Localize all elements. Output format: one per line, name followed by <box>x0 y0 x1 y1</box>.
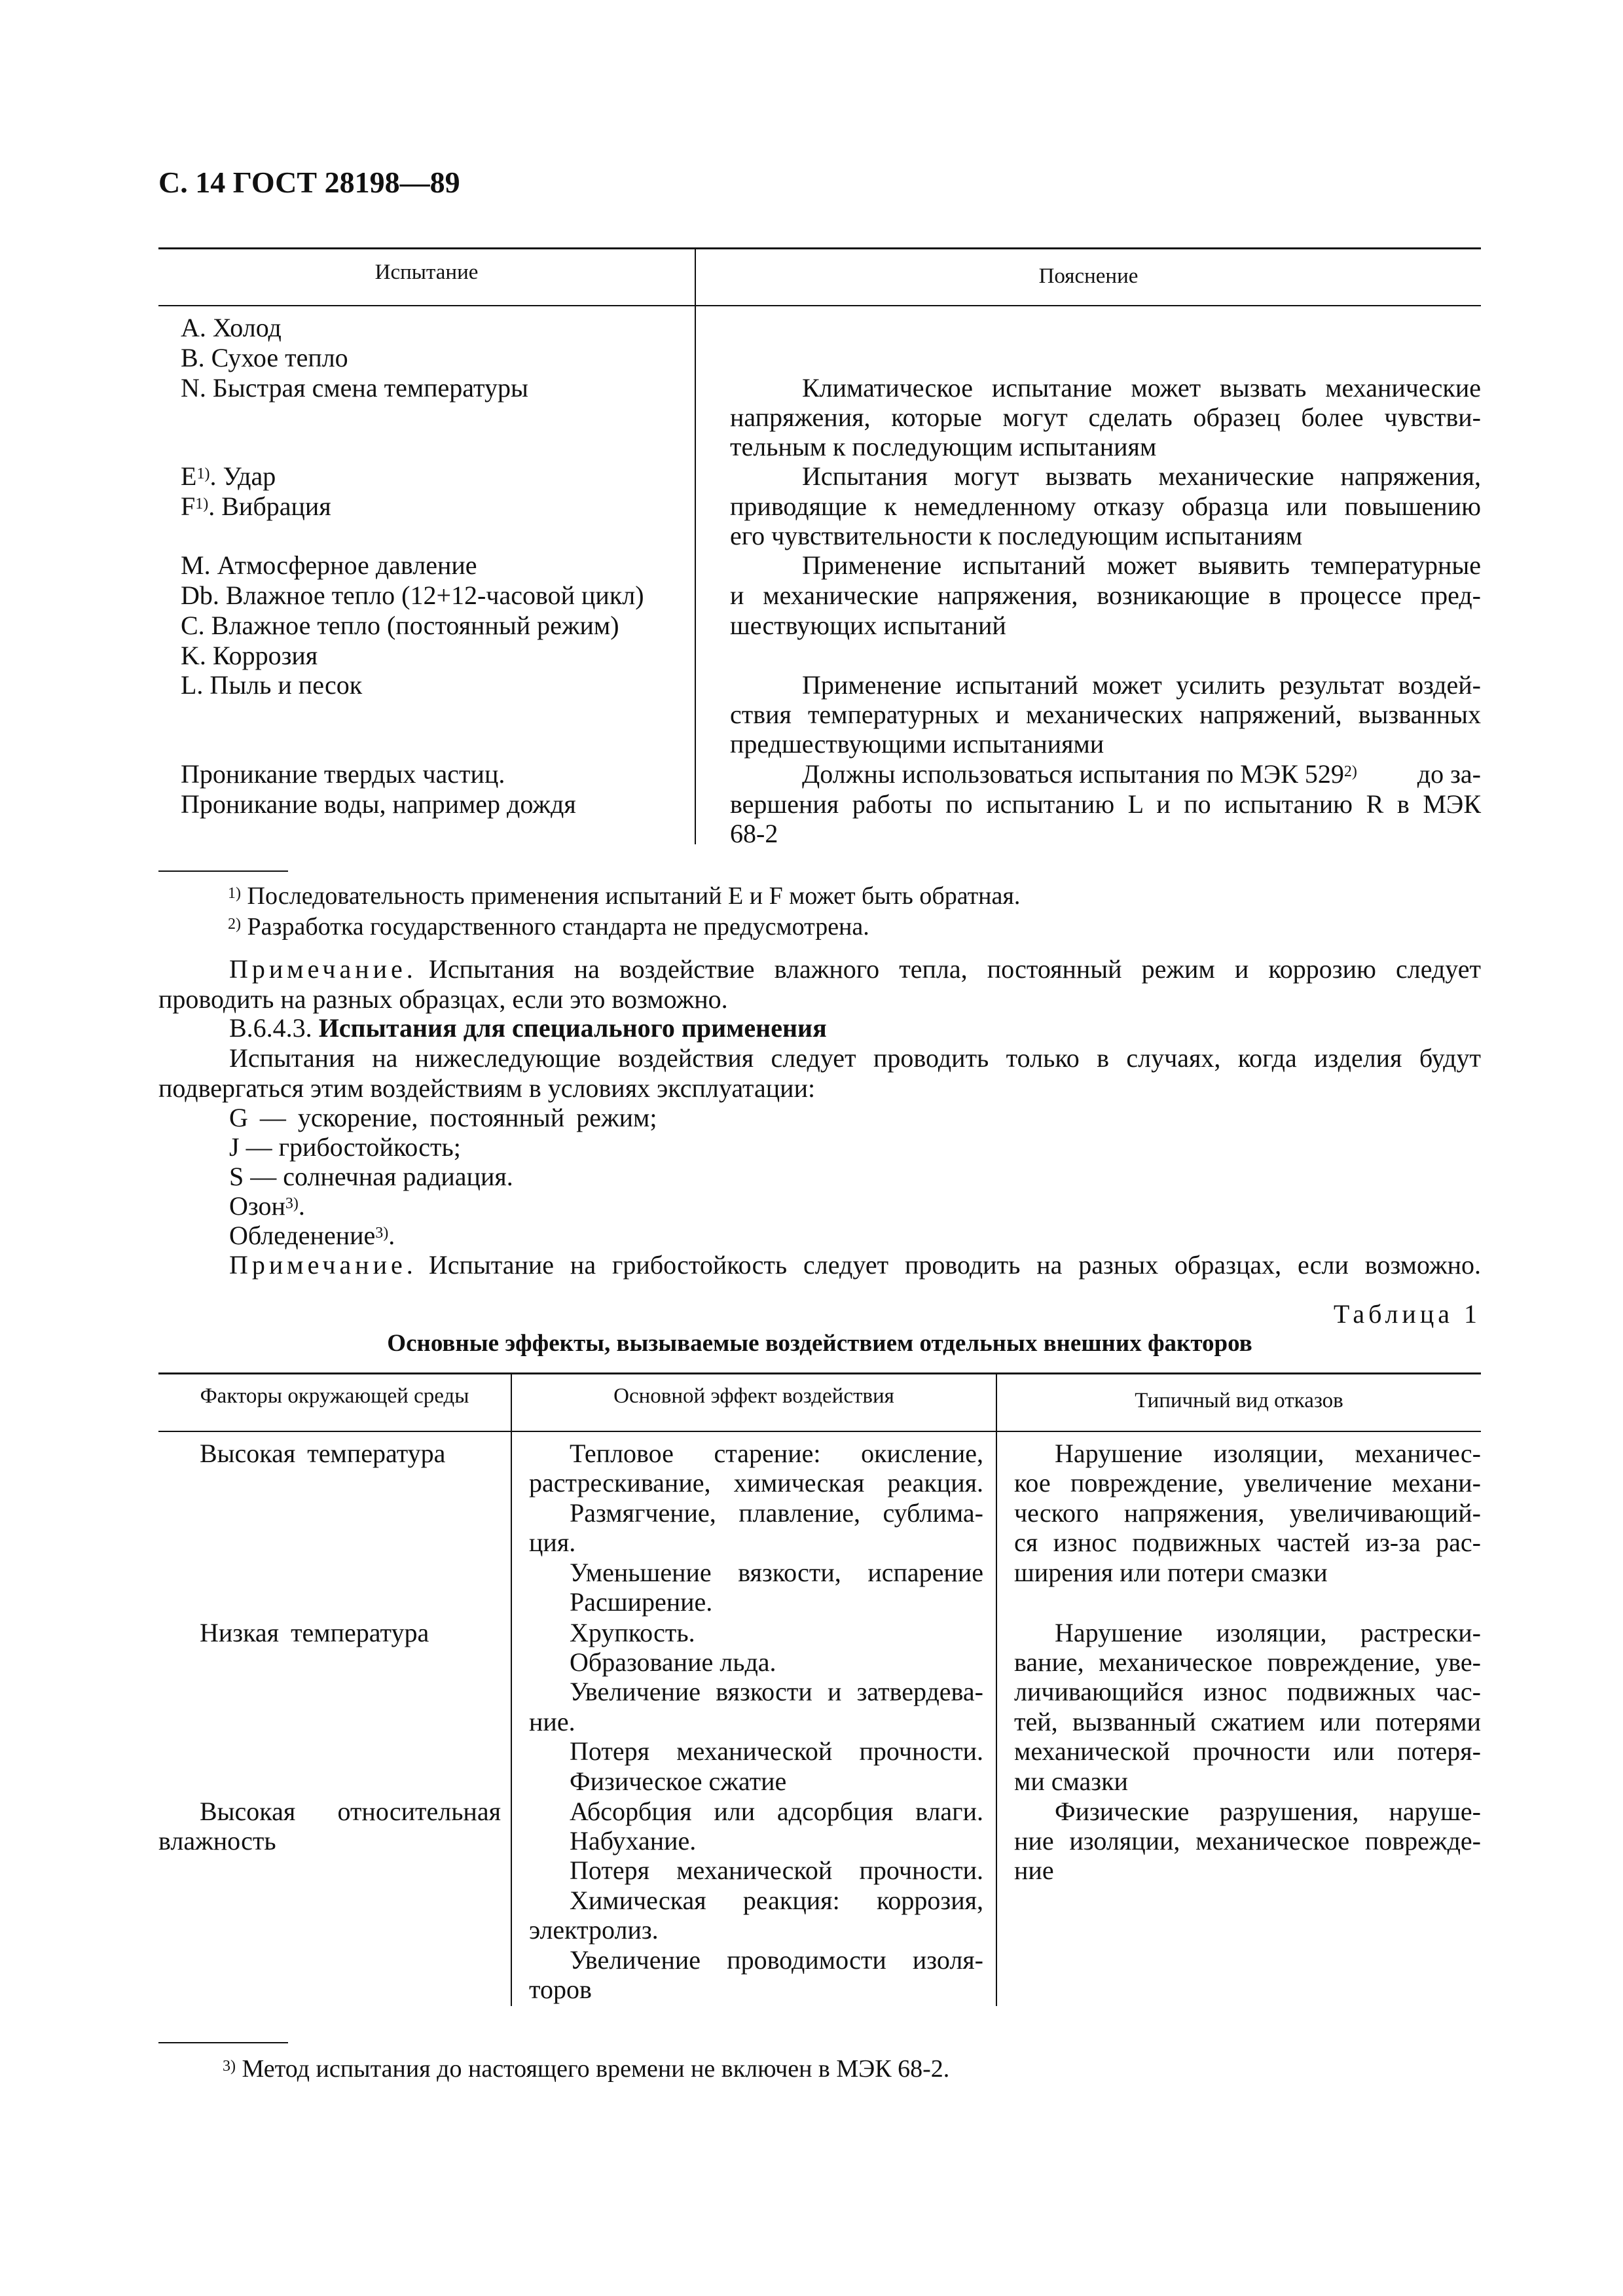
effect-line: Образование льда. <box>570 1647 776 1677</box>
list-item-ozone <box>229 1191 305 1221</box>
factor-item: Высокая температура <box>200 1439 446 1468</box>
test-item: Db. Влажное тепло (12+12-часовой цикл) <box>181 581 644 610</box>
failure-line: ми смазки <box>1014 1767 1128 1796</box>
test-item: N. Быстрая смена температуры <box>181 373 528 403</box>
effect-line: ция. <box>529 1528 576 1557</box>
failure-line: Нарушение изоляции, механичес- <box>1055 1439 1481 1468</box>
test-item-e: $E^{1)}$. Удар <box>181 461 276 491</box>
list-item: S — солнечная радиация. <box>229 1162 513 1191</box>
test-item: A. Холод <box>181 313 282 342</box>
footnote-text: Метод испытания до настоящего времени не включен в МЭК 68-2. <box>242 2055 950 2083</box>
note-text: Испытание на грибостойкость следует проводить на разных образцах, если возможно. <box>428 1250 1481 1280</box>
effect-line: Уменьшение вязкости, испарение <box>570 1558 983 1587</box>
effect-line: Размягчение, плавление, сублима- <box>570 1498 983 1528</box>
note-label: Примечание. <box>229 1250 417 1280</box>
explanation-text: Должны использоваться испытания по МЭК 529 <box>802 759 1344 789</box>
footnote-ref: 2) <box>1343 763 1357 780</box>
test-item: B. Сухое тепло <box>181 343 348 372</box>
failure-line: ние <box>1014 1856 1054 1885</box>
failure-line: тей, вызванный сжатием или потерями <box>1014 1707 1481 1736</box>
footnote-separator-bottom <box>158 2042 288 2043</box>
footnote-separator <box>158 870 288 872</box>
footnote-text: Последовательность применения испытаний E и F может быть обратная. <box>247 882 1021 910</box>
table-1-top-rule <box>158 1372 1481 1374</box>
test-item: L. Пыль и песок <box>181 670 363 700</box>
test-item-f: $F^{1)}$. Вибрация <box>181 492 331 521</box>
effect-line: Потеря механической прочности. <box>570 1856 983 1885</box>
table-top-rule <box>158 247 1481 249</box>
test-item: C. Влажное тепло (постоянный режим) <box>181 611 619 640</box>
effect-line: Увеличение проводимости изоля- <box>570 1945 983 1975</box>
col-header-failure: Типичный вид отказов <box>1135 1389 1343 1412</box>
note-1-line-1 <box>229 954 1481 984</box>
table-1-label: Таблица 1 <box>1333 1299 1481 1329</box>
list-text: Обледенение <box>229 1221 376 1250</box>
footnote-1 <box>228 881 1020 911</box>
table-column-divider <box>695 247 696 844</box>
effect-line: Физическое сжатие <box>570 1767 787 1796</box>
col-header-test: Испытание <box>374 260 479 284</box>
explanation-line: Климатическое испытание может вызвать механические <box>802 373 1481 403</box>
footnote-3 <box>223 2054 949 2084</box>
table-1-title: Основные эффекты, вызываемые воздействием отдельных внешних факторов <box>387 1330 1252 1357</box>
footnote-mark: 1) <box>228 885 241 902</box>
explanation-line: ствия температурных и механических напряжений, вызванных <box>730 700 1481 729</box>
explanation-line: Применение испытаний может усилить результат воздей- <box>802 670 1481 700</box>
table-1-divider-2 <box>996 1372 997 2006</box>
footnote-text: Разработка государственного стандарта не предусмотрена. <box>247 913 869 941</box>
failure-line: Физические разрушения, наруше- <box>1055 1797 1481 1826</box>
effect-line: Абсорбция или адсорбция влаги. <box>570 1797 983 1826</box>
col-header-effect: Основной эффект воздействия <box>613 1384 894 1408</box>
test-item: M. Атмосферное давление <box>181 550 477 580</box>
explanation-line: и механические напряжения, возникающие в процессе пред- <box>730 581 1481 610</box>
explanation-line: Применение испытаний может выявить температурные <box>802 550 1481 580</box>
col-header-factors: Факторы окружающей среды <box>200 1384 469 1408</box>
explanation-line: 68-2 <box>730 819 778 848</box>
factor-item: Высокая относительная <box>200 1797 501 1826</box>
failure-line: личивающийся износ подвижных час- <box>1014 1677 1481 1706</box>
footnote-ref: 3) <box>285 1195 299 1212</box>
explanation-line: приводящие к немедленному отказу образца или повышению <box>730 492 1481 521</box>
note-2 <box>229 1250 1481 1280</box>
failure-line: ся износ подвижных частей из-за рас- <box>1014 1528 1481 1557</box>
effect-line: Тепловое старение: окисление, <box>570 1439 983 1468</box>
effect-line: Потеря механической прочности. <box>570 1736 983 1766</box>
list-text: Озон <box>229 1191 285 1221</box>
paragraph-line: подвергаться этим воздействиям в условиях эксплуатации: <box>158 1073 816 1103</box>
footnote-ref: 1) <box>195 495 209 512</box>
failure-line: ческого напряжения, увеличивающий- <box>1014 1498 1481 1528</box>
footnote-mark: 2) <box>228 916 241 933</box>
running-head: С. 14 ГОСТ 28198—89 <box>158 166 460 199</box>
footnote-mark: 3) <box>223 2058 236 2075</box>
explanation-line: Испытания могут вызвать механические напряжения, <box>802 461 1481 491</box>
factor-item: влажность <box>158 1826 276 1856</box>
section-number: B.6.4.3. <box>229 1013 312 1043</box>
failure-line: ширения или потери смазки <box>1014 1558 1328 1587</box>
explanation-line: тельным к последующим испытаниям <box>730 432 1157 461</box>
col-header-explanation: Пояснение <box>1038 264 1139 288</box>
failure-line: Нарушение изоляции, растрески- <box>1055 1618 1481 1647</box>
note-text: Испытания на воздействие влажного тепла, постоянный режим и коррозию следует <box>428 954 1481 984</box>
footnote-ref: 1) <box>196 465 210 482</box>
table-1-header-rule <box>158 1431 1481 1432</box>
note-label: Примечание. <box>229 954 417 984</box>
list-item-icing <box>229 1221 395 1251</box>
effect-line: Увеличение вязкости и затвердева- <box>570 1677 983 1706</box>
failure-line: кое повреждение, увеличение механи- <box>1014 1468 1481 1498</box>
paragraph-line: Испытания на нижеследующие воздействия следует проводить только в случаях, когда изделия будут <box>229 1043 1481 1073</box>
test-item: Проникание воды, например дождя <box>181 789 576 819</box>
explanation-line: предшествующими испытаниями <box>730 729 1104 759</box>
footnote-2 <box>228 912 869 942</box>
effect-line: Набухание. <box>570 1826 697 1856</box>
explanation-text: до за- <box>1417 759 1481 789</box>
explanation-line: вершения работы по испытанию L и по испытанию R в МЭК <box>730 789 1481 819</box>
section-heading <box>229 1013 827 1043</box>
explanation-line: его чувствительности к последующим испытаниям <box>730 521 1303 550</box>
explanation-line-iec529 <box>802 759 1481 789</box>
punctuation: . <box>388 1221 395 1250</box>
failure-line: ние изоляции, механическое поврежде- <box>1014 1826 1481 1856</box>
list-item: G — ускорение, постоянный режим; <box>229 1103 657 1132</box>
factor-item: Низкая температура <box>200 1618 429 1647</box>
effect-line: электролиз. <box>529 1915 659 1945</box>
test-item: K. Коррозия <box>181 641 318 670</box>
effect-line: ние. <box>529 1707 575 1736</box>
list-item: J — грибостойкость; <box>229 1132 461 1162</box>
footnote-ref: 3) <box>375 1225 389 1242</box>
explanation-line: шествующих испытаний <box>730 611 1006 640</box>
effect-line: Химическая реакция: коррозия, <box>570 1886 983 1915</box>
effect-line: Хрупкость. <box>570 1618 695 1647</box>
effect-line: торов <box>529 1975 592 2004</box>
note-1-line-2: проводить на разных образцах, если это возможно. <box>158 984 728 1014</box>
table-1-divider-1 <box>511 1372 512 2006</box>
effect-line: Расширение. <box>570 1587 713 1617</box>
test-item: Проникание твердых частиц. <box>181 759 505 789</box>
explanation-line: напряжения, которые могут сделать образец более чувстви- <box>730 403 1481 432</box>
effect-line: растрескивание, химическая реакция. <box>529 1468 983 1498</box>
section-title: Испытания для специального применения <box>318 1013 827 1043</box>
table-header-rule <box>158 305 1481 306</box>
failure-line: механической прочности или потеря- <box>1014 1736 1481 1766</box>
failure-line: вание, механическое повреждение, уве- <box>1014 1647 1481 1677</box>
punctuation: . <box>298 1191 305 1221</box>
